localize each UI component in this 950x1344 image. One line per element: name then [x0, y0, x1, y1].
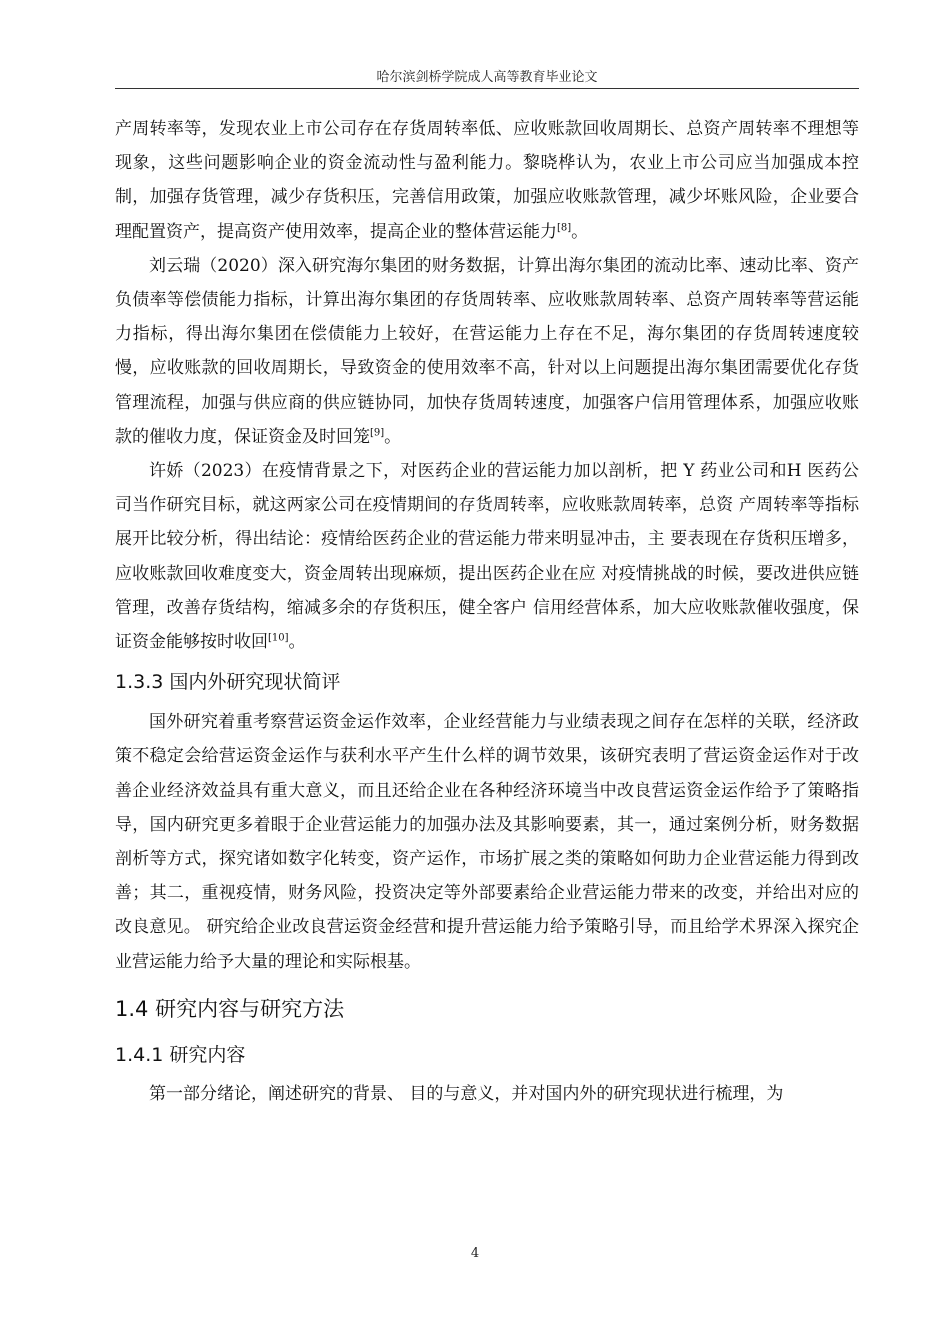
citation-8: [8] — [557, 221, 572, 233]
paragraph-1-end: 。 — [571, 221, 589, 242]
paragraph-1 — [115, 112, 859, 249]
citation-10: [10] — [268, 632, 289, 644]
page-number: 4 — [470, 1246, 480, 1261]
paragraph-2-end: 。 — [384, 426, 402, 447]
paragraph-2-text: 刘云瑞（2020）深入研究海尔集团的财务数据，计算出海尔集团的流动比率、速动比率、资产负债率等偿债能力指标，计算出海尔集团的存货周转率、应收账款周转率、总资产周转率等营运能力指标，得出海尔集团在偿债能力上较好，在营运能力上存在不足，海尔集团的存货周转速度较慢，应收账款的回收周期长，导致资金的使用效率不高，针对以上问题提出海尔集团需要优化存货管理流程，加强与供应商的供应链协同，加快存货周转速度，加强客户信用管理体系，加强应收账款的催收力度，保证资金及时回笼 — [115, 255, 859, 447]
paragraph-4: 国外研究着重考察营运资金运作效率，企业经营能力与业绩表现之间存在怎样的关联，经济政策不稳定会给营运资金运作与获利水平产生什么样的调节效果，该研究表明了营运资金运作对于改善企业经济效益具有重大意义，而且还给企业在各种经济环境当中改良营运资金运作给予了策略指导，国内研究更多着眼于企业营运能力的加强办法及其影响要素，其一，通过案例分析，财务数据剖析等方式，探究诸如数字化转变，资产运作，市场扩展之类的策略如何助力企业营运能力得到改善；其二，重视疫情，财务风险，投资决定等外部要素给企业营运能力带来的改变，并给出对应的改良意见。 研究给企业改良营运资金经营和提升营运能力给予策略引导，而且给学术界深入探究企业营运能力给予大量的理论和实际根基。 — [115, 712, 859, 972]
heading-1-3-3: 1.3.3 国内外研究现状简评 — [115, 671, 341, 694]
paragraph-2 — [115, 249, 859, 454]
paragraph-5: 第一部分绪论，阐述研究的背景、 目的与意义，并对国内外的研究现状进行梳理，为 — [149, 1083, 784, 1104]
heading-1-4-1: 1.4.1 研究内容 — [115, 1043, 246, 1066]
citation-9: [9] — [370, 427, 385, 439]
heading-1-4: 1.4 研究内容与研究方法 — [115, 996, 345, 1021]
paragraph-3 — [115, 454, 859, 659]
paragraph-1-text: 产周转率等，发现农业上市公司存在存货周转率低、应收账款回收周期长、总资产周转率不理想等现象，这些问题影响企业的资金流动性与盈利能力。黎晓桦认为，农业上市公司应当加强成本控制，加强存货管理，减少存货积压，完善信用政策，加强应收账款管理，减少坏账风险，企业要合理配置资产，提高资产使用效率，提高企业的整体营运能力 — [115, 119, 859, 242]
paragraph-3-end: 。 — [288, 632, 306, 653]
document-body — [115, 112, 859, 1111]
paragraph-3-text: 许娇（2023）在疫情背景之下，对医药企业的营运能力加以剖析，把 Y 药业公司和H 医药公司当作研究目标，就这两家公司在疫情期间的存货周转率，应收账款周转率，总资 产周转率等指标展开比较分析，得出结论：疫情给医药企业的营运能力带来明显冲击，主 要表现在存货积压增多，应收账款回收难度变大，资金周转出现麻烦，提出医药企业在应 对疫情挑战的时候，要改进供应链管理，改善存货结构，缩减多余的存货积压，健全客户 信用经营体系，加大应收账款催收强度，保证资金能够按时收回 — [115, 461, 859, 653]
page-header: 哈尔滨剑桥学院成人高等教育毕业论文 — [376, 70, 598, 85]
header-divider — [115, 88, 859, 89]
